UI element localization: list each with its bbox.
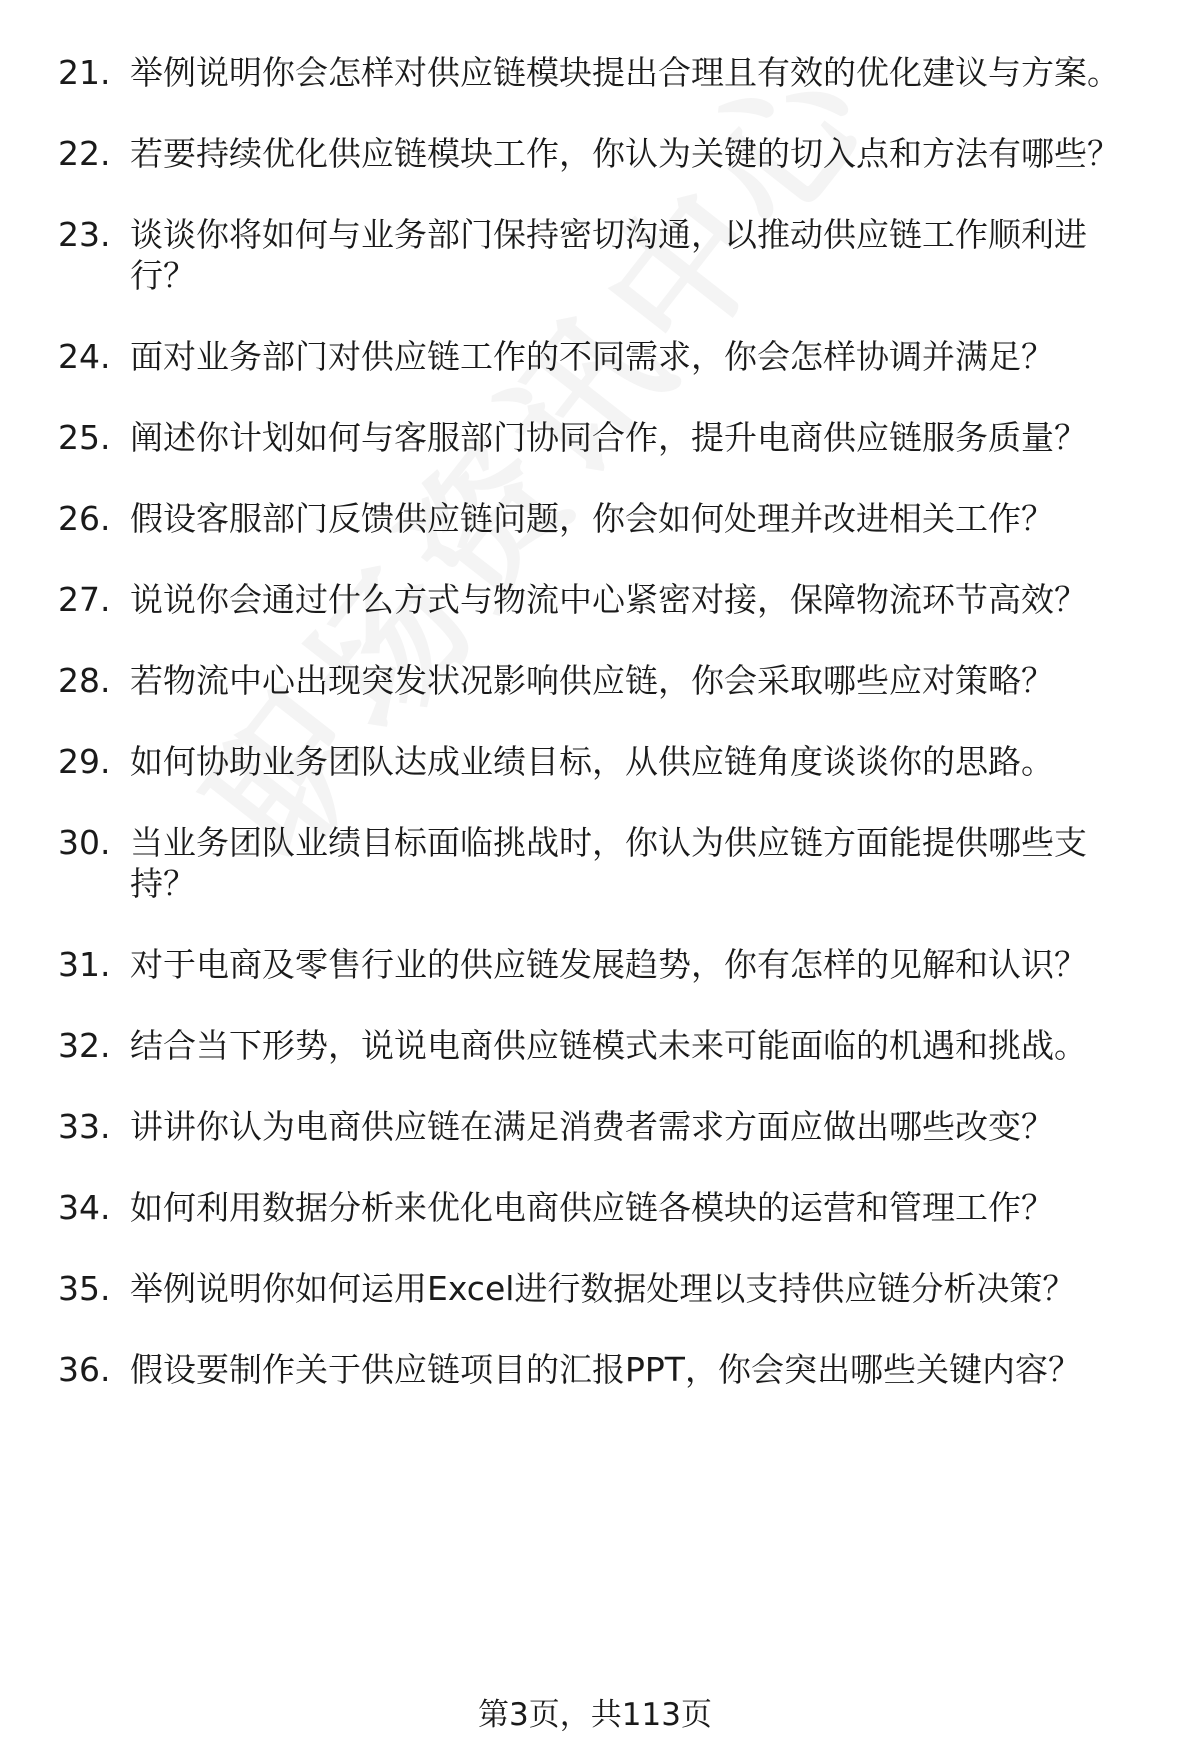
question-item bbox=[58, 660, 1158, 701]
question-item bbox=[58, 417, 1158, 458]
question-list bbox=[58, 52, 1158, 1430]
question-item bbox=[58, 1268, 1158, 1309]
question-text: 阐述你计划如何与客服部门协同合作，提升电商供应链服务质量？ bbox=[130, 418, 1087, 457]
question-text: 假设要制作关于供应链项目的汇报PPT，你会突出哪些关键内容？ bbox=[130, 1350, 1081, 1389]
question-item bbox=[58, 133, 1158, 174]
question-number: 22. bbox=[58, 134, 111, 173]
question-number: 28. bbox=[58, 661, 111, 700]
question-text: 假设客服部门反馈供应链问题，你会如何处理并改进相关工作？ bbox=[130, 499, 1054, 538]
question-number: 33. bbox=[58, 1107, 111, 1146]
question-item bbox=[58, 336, 1158, 377]
question-text: 说说你会通过什么方式与物流中心紧密对接，保障物流环节高效？ bbox=[130, 580, 1087, 619]
question-number: 31. bbox=[58, 945, 111, 984]
question-text: 对于电商及零售行业的供应链发展趋势，你有怎样的见解和认识？ bbox=[130, 945, 1087, 984]
question-number: 21. bbox=[58, 53, 111, 92]
question-number: 30. bbox=[58, 823, 111, 862]
question-text: 若物流中心出现突发状况影响供应链，你会采取哪些应对策略？ bbox=[130, 661, 1054, 700]
question-number: 25. bbox=[58, 418, 111, 457]
question-text: 结合当下形势，说说电商供应链模式未来可能面临的机遇和挑战。 bbox=[130, 1026, 1087, 1065]
question-item bbox=[58, 1187, 1158, 1228]
question-number: 23. bbox=[58, 215, 111, 254]
question-item bbox=[58, 1106, 1158, 1147]
question-text: 举例说明你如何运用Excel进行数据处理以支持供应链分析决策？ bbox=[130, 1269, 1076, 1308]
question-number: 34. bbox=[58, 1188, 111, 1227]
question-number: 26. bbox=[58, 499, 111, 538]
question-text: 若要持续优化供应链模块工作，你认为关键的切入点和方法有哪些？ bbox=[130, 134, 1120, 173]
page-footer: 第3页，共113页 bbox=[478, 1697, 712, 1733]
question-item bbox=[58, 52, 1158, 93]
question-item bbox=[58, 214, 1158, 296]
question-item bbox=[58, 741, 1158, 782]
question-number: 27. bbox=[58, 580, 111, 619]
question-number: 36. bbox=[58, 1350, 111, 1389]
question-text: 如何利用数据分析来优化电商供应链各模块的运营和管理工作？ bbox=[130, 1188, 1054, 1227]
question-text: 谈谈你将如何与业务部门保持密切沟通，以推动供应链工作顺利进行？ bbox=[130, 215, 1087, 295]
question-number: 29. bbox=[58, 742, 111, 781]
question-item bbox=[58, 822, 1158, 904]
question-item bbox=[58, 579, 1158, 620]
question-text: 举例说明你会怎样对供应链模块提出合理且有效的优化建议与方案。 bbox=[130, 53, 1120, 92]
question-item bbox=[58, 944, 1158, 985]
question-text: 如何协助业务团队达成业绩目标，从供应链角度谈谈你的思路。 bbox=[130, 742, 1054, 781]
question-number: 35. bbox=[58, 1269, 111, 1308]
question-number: 32. bbox=[58, 1026, 111, 1065]
question-number: 24. bbox=[58, 337, 111, 376]
question-item bbox=[58, 1349, 1158, 1390]
question-text: 面对业务部门对供应链工作的不同需求，你会怎样协调并满足？ bbox=[130, 337, 1054, 376]
question-item bbox=[58, 498, 1158, 539]
question-item bbox=[58, 1025, 1158, 1066]
question-text: 当业务团队业绩目标面临挑战时，你认为供应链方面能提供哪些支持？ bbox=[130, 823, 1087, 903]
question-text: 讲讲你认为电商供应链在满足消费者需求方面应做出哪些改变？ bbox=[130, 1107, 1054, 1146]
